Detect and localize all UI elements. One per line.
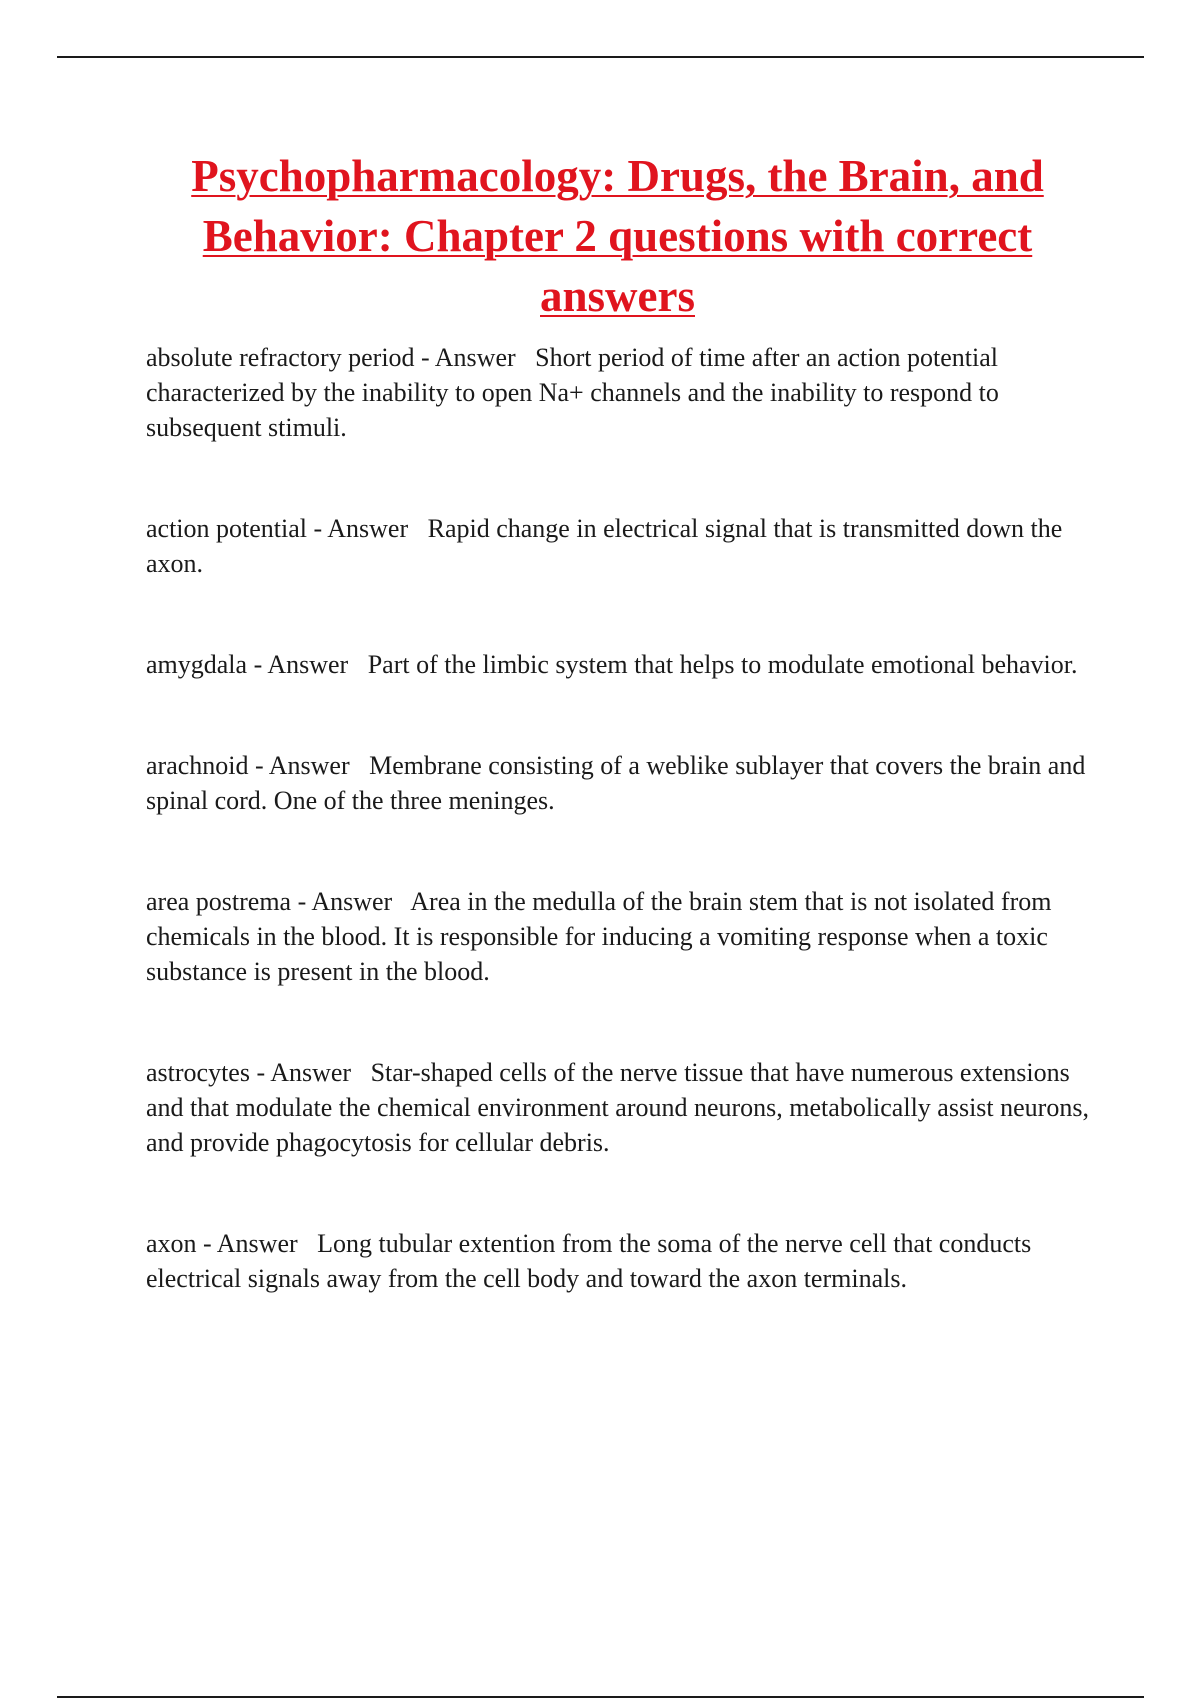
entry-answer-label: Answer	[216, 1229, 298, 1258]
entry-answer-label: Answer	[268, 751, 350, 780]
top-rule	[57, 56, 1144, 58]
glossary-entry: absolute refractory period - Answer Short period of time after an action potential characterized by the inability to open Na+ channels and the inability to respond to subsequent stimuli.	[146, 343, 999, 442]
entry-term: area postrema	[146, 887, 292, 916]
entry-definition: Short period of time after an action potential characterized by the inability to open Na+ channels and the inability to respond to subsequent stimuli.	[146, 343, 999, 442]
entry-term: amygdala	[146, 650, 248, 679]
entry-term: astrocytes	[146, 1058, 250, 1087]
entry-definition: Star-shaped cells of the nerve tissue that have numerous extensions and that modulate the chemical environment around neurons, metabolically assist neurons, and provide phagocytosis for cellular debris.	[146, 1058, 1089, 1157]
entry-answer-label: Answer	[311, 887, 393, 916]
entry-answer-label: Answer	[434, 343, 516, 372]
entry-term: axon	[146, 1229, 197, 1258]
entry-definition: Rapid change in electrical signal that is transmitted down the axon.	[146, 514, 1063, 578]
glossary-entry: action potential - Answer Rapid change in electrical signal that is transmitted down the axon.	[146, 514, 1063, 578]
bottom-rule	[57, 1696, 1144, 1698]
entry-term: arachnoid	[146, 751, 249, 780]
entry-definition: Part of the limbic system that helps to modulate emotional behavior.	[367, 650, 1078, 679]
entry-answer-label: Answer	[327, 514, 409, 543]
glossary-entry: area postrema - Answer Area in the medulla of the brain stem that is not isolated from chemicals in the blood. It is responsible for inducing a vomiting response when a toxic substance is present in the blood.	[146, 887, 1052, 986]
entry-definition: Long tubular extention from the soma of the nerve cell that conducts electrical signals away from the cell body and toward the axon terminals.	[146, 1229, 1032, 1293]
document-title: Psychopharmacology: Drugs, the Brain, and Behavior: Chapter 2 questions with correct answers	[191, 151, 1044, 321]
entry-definition: Membrane consisting of a weblike sublayer that covers the brain and spinal cord. One of the three meninges.	[146, 751, 1086, 815]
entry-term: absolute refractory period	[146, 343, 415, 372]
glossary-entry: arachnoid - Answer Membrane consisting of a weblike sublayer that covers the brain and spinal cord. One of the three meninges.	[146, 751, 1086, 815]
entry-answer-label: Answer	[267, 650, 349, 679]
entry-definition: Area in the medulla of the brain stem that is not isolated from chemicals in the blood. It is responsible for inducing a vomiting response when a toxic substance is present in the blood.	[146, 887, 1052, 986]
glossary-entry: axon - Answer Long tubular extention from the soma of the nerve cell that conducts electrical signals away from the cell body and toward the axon terminals.	[146, 1229, 1032, 1293]
entry-answer-label: Answer	[270, 1058, 352, 1087]
glossary-list	[146, 340, 1106, 1296]
entry-term: action potential	[146, 514, 308, 543]
glossary-entry: astrocytes - Answer Star-shaped cells of the nerve tissue that have numerous extensions and that modulate the chemical environment around neurons, metabolically assist neurons, and provide phagocytosis for cellular debris.	[146, 1058, 1089, 1157]
glossary-entry: amygdala - Answer Part of the limbic system that helps to modulate emotional behavior.	[146, 650, 1078, 679]
